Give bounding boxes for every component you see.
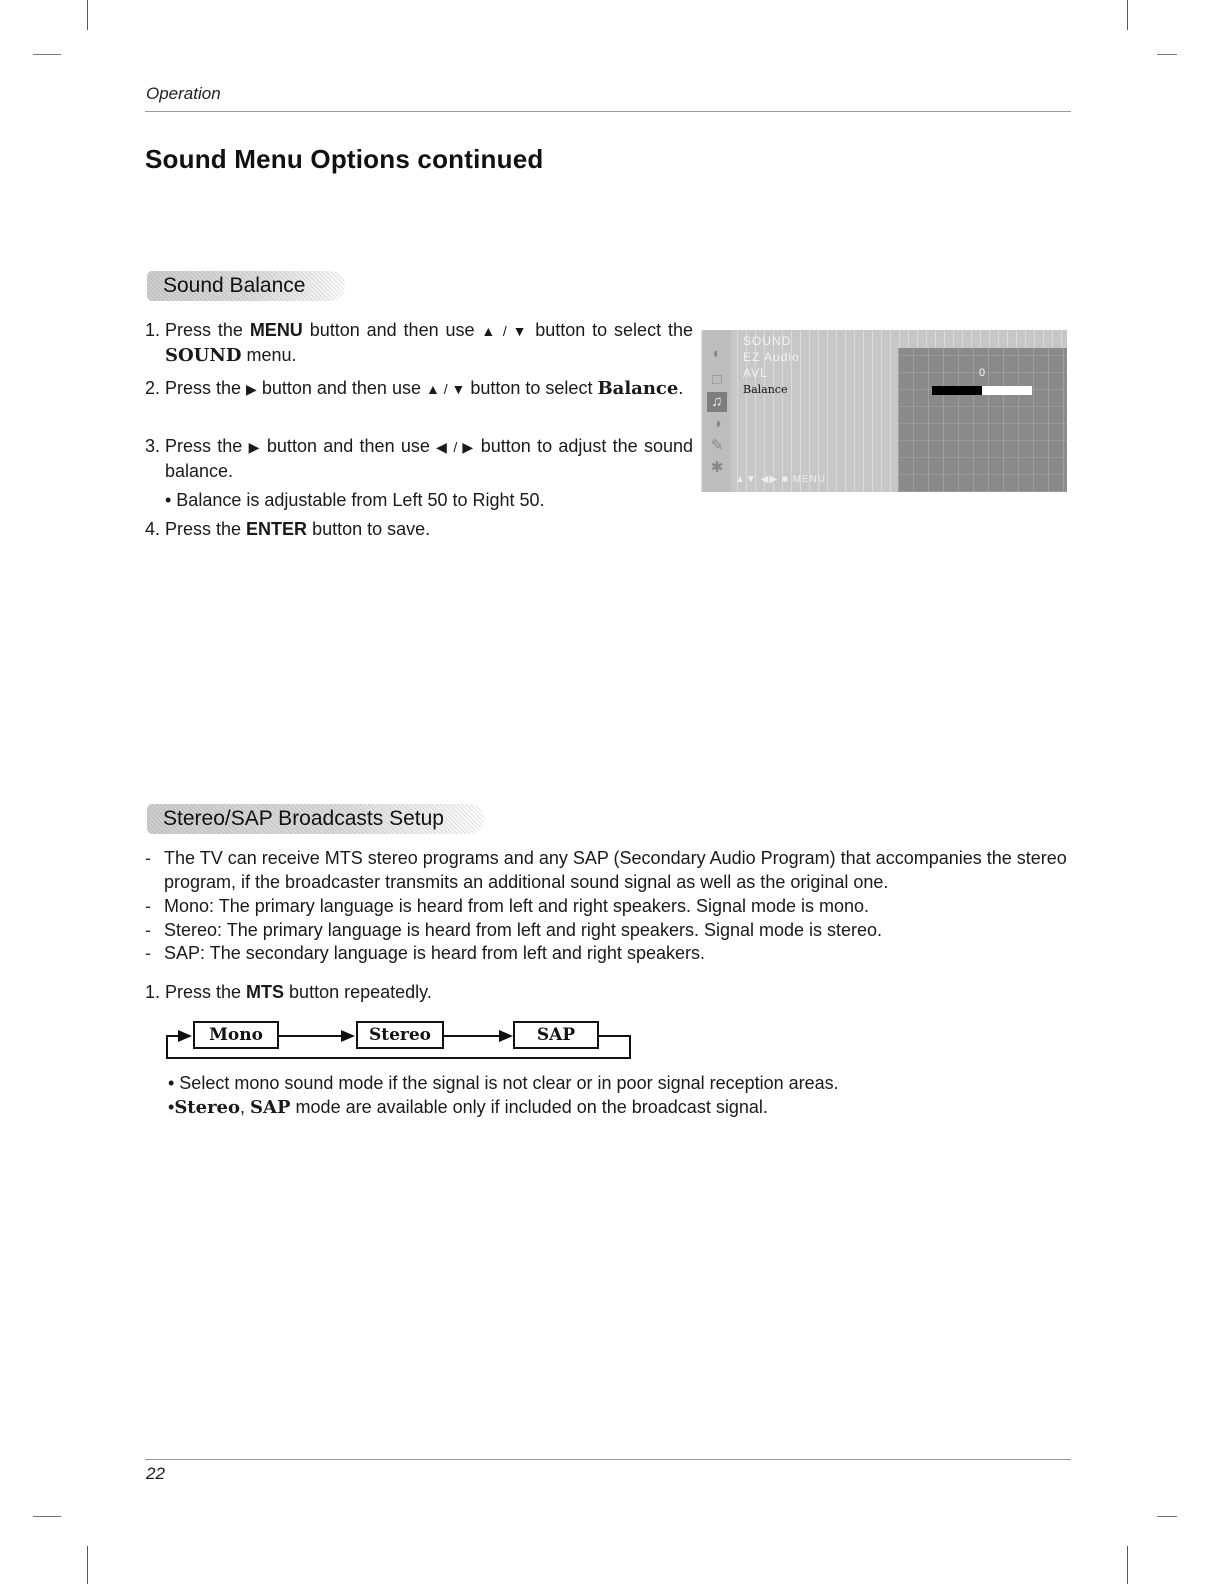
cycle-line bbox=[279, 1035, 341, 1037]
stereo-label: Stereo bbox=[174, 1097, 241, 1118]
crop-mark bbox=[1127, 0, 1128, 30]
step-text: . bbox=[678, 378, 684, 398]
step-text: Press the bbox=[165, 436, 249, 456]
page-title: Sound Menu Options continued bbox=[145, 144, 544, 174]
availability-note bbox=[168, 1095, 768, 1120]
enter-button-label: ENTER bbox=[246, 519, 308, 539]
footer-rule bbox=[145, 1459, 1071, 1460]
menu-icon-column bbox=[703, 330, 731, 492]
step-text: Press the bbox=[165, 320, 250, 340]
step-text: menu. bbox=[241, 345, 297, 365]
step-text: button to select bbox=[465, 378, 598, 398]
up-down-arrow-icon: ▲ / ▼ bbox=[425, 381, 466, 397]
setup-icon: ✱ bbox=[710, 459, 724, 476]
sap-label: SAP bbox=[250, 1097, 291, 1118]
mode-stereo: Stereo bbox=[356, 1021, 444, 1049]
mode-mono: Mono bbox=[193, 1021, 279, 1049]
osd-menu-title: SOUND bbox=[743, 334, 792, 348]
arrow-head-icon bbox=[341, 1030, 355, 1042]
step-text: button and then use bbox=[260, 436, 437, 456]
balance-bar-fill bbox=[932, 386, 982, 395]
step-number: 4. bbox=[145, 519, 161, 539]
osd-footer-menu: MENU bbox=[792, 474, 827, 485]
sound-menu-screenshot bbox=[701, 330, 1067, 492]
step-text: Press the bbox=[165, 519, 247, 539]
step-number: 2. bbox=[145, 378, 161, 398]
right-arrow-icon: ▶ bbox=[248, 439, 261, 455]
crop-mark bbox=[1157, 1516, 1177, 1517]
step-number: 3. bbox=[145, 436, 161, 456]
header-rule bbox=[145, 111, 1071, 112]
time-icon: □ bbox=[712, 371, 722, 388]
cycle-line bbox=[166, 1057, 631, 1059]
crop-mark bbox=[87, 0, 88, 30]
note-text: , bbox=[240, 1097, 251, 1117]
sound-icon: ♫ bbox=[707, 392, 727, 412]
step-2 bbox=[145, 376, 693, 401]
mts-button-label: MTS bbox=[246, 982, 285, 1002]
step-text: button and then use bbox=[256, 378, 426, 398]
stereo-sap-heading-text: Stereo/SAP Broadcasts Setup bbox=[163, 807, 444, 830]
arrow-head-icon bbox=[178, 1030, 192, 1042]
crop-mark bbox=[1127, 1546, 1128, 1584]
mts-mode-cycle bbox=[166, 1020, 636, 1062]
page-number: 22 bbox=[146, 1464, 165, 1483]
option-icon: ◑ bbox=[712, 415, 722, 432]
bullet-marker: • bbox=[168, 1097, 175, 1117]
cycle-line bbox=[629, 1035, 631, 1059]
step-text: button to select the bbox=[528, 320, 693, 340]
dash-marker: - bbox=[145, 943, 151, 963]
cycle-line bbox=[599, 1035, 631, 1037]
crop-mark bbox=[87, 1546, 88, 1584]
step-text: button repeatedly. bbox=[284, 982, 432, 1002]
stereo-sap-heading bbox=[147, 804, 484, 834]
left-right-arrow-icon: ◀ / ▶ bbox=[436, 439, 475, 455]
osd-item-avl: AVL bbox=[743, 366, 768, 380]
osd-item-balance: Balance bbox=[743, 383, 788, 396]
mode-sap: SAP bbox=[513, 1021, 599, 1049]
picture-icon: ◐ bbox=[712, 345, 722, 362]
step-text: Press the bbox=[165, 378, 247, 398]
balance-panel bbox=[898, 348, 1067, 492]
step-text: Press the bbox=[165, 982, 247, 1002]
sound-balance-heading bbox=[147, 271, 345, 301]
mono-note: • Select mono sound mode if the signal is not clear or in poor signal reception areas. bbox=[168, 1073, 839, 1093]
crop-mark bbox=[1157, 54, 1177, 55]
step-text: button to save. bbox=[307, 519, 431, 539]
step-text: button to adjust the sound balance. bbox=[165, 436, 693, 481]
step-4 bbox=[145, 517, 693, 541]
dash-marker: - bbox=[145, 848, 151, 868]
mts-step bbox=[145, 980, 693, 1004]
step-3 bbox=[145, 434, 693, 483]
cycle-line bbox=[166, 1035, 178, 1037]
info-line bbox=[145, 846, 1075, 894]
section-label: Operation bbox=[146, 84, 221, 103]
crop-mark bbox=[33, 1516, 61, 1517]
arrow-head-icon bbox=[499, 1030, 513, 1042]
balance-range-note: • Balance is adjustable from Left 50 to Right 50. bbox=[165, 490, 545, 510]
nav-arrows-icon: ▲▼ ◀▶ ■ bbox=[735, 474, 793, 485]
note-text: mode are available only if included on the broadcast signal. bbox=[290, 1097, 768, 1117]
dash-marker: - bbox=[145, 920, 151, 940]
balance-label: Balance bbox=[597, 378, 679, 399]
step-1 bbox=[145, 318, 693, 368]
info-text: The TV can receive MTS stereo programs and any SAP (Secondary Audio Program) that accompanies the stereo program, if the broadcaster transmits an additional sound signal as well as the original one. bbox=[164, 848, 1067, 892]
osd-item-ez-audio: EZ Audio bbox=[743, 350, 800, 364]
step-text: button and then use bbox=[302, 320, 482, 340]
up-down-arrow-icon: ▲ / ▼ bbox=[481, 323, 529, 339]
info-line bbox=[145, 941, 1075, 965]
dash-marker: - bbox=[145, 896, 151, 916]
lock-icon: ✎ bbox=[710, 437, 724, 454]
sound-menu-label: SOUND bbox=[165, 345, 242, 366]
step-number: 1. bbox=[145, 982, 161, 1002]
info-line bbox=[145, 918, 1075, 942]
step-number: 1. bbox=[145, 320, 161, 340]
menu-button-label: MENU bbox=[249, 320, 303, 340]
info-line bbox=[145, 894, 1075, 918]
cycle-line bbox=[166, 1035, 168, 1059]
info-text: Stereo: The primary language is heard from left and right speakers. Signal mode is stereo. bbox=[164, 920, 883, 940]
cycle-line bbox=[444, 1035, 499, 1037]
balance-bar bbox=[932, 386, 1032, 395]
osd-footer bbox=[735, 474, 826, 485]
info-text: Mono: The primary language is heard from left and right speakers. Signal mode is mono. bbox=[164, 896, 870, 916]
balance-value: 0 bbox=[979, 367, 986, 379]
info-text: SAP: The secondary language is heard from left and right speakers. bbox=[164, 943, 705, 963]
crop-mark bbox=[33, 54, 61, 55]
right-arrow-icon: ▶ bbox=[246, 381, 257, 397]
sound-balance-heading-text: Sound Balance bbox=[163, 274, 306, 297]
